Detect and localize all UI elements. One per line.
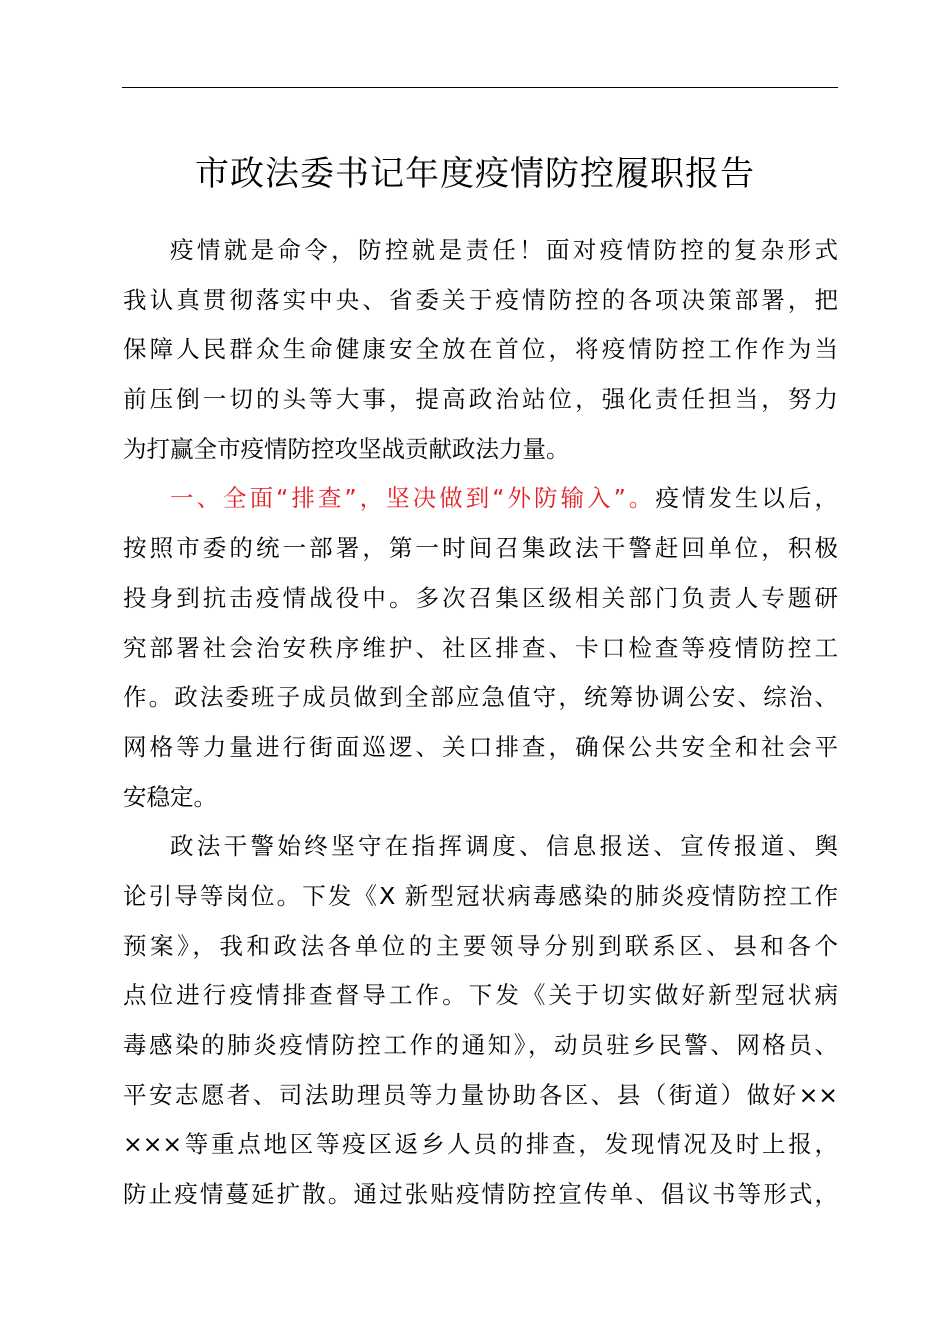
section-heading-1-rest: 疫情发生以后， bbox=[655, 484, 838, 513]
paragraph-1-line-1: 疫情就是命令，防控就是责任！面对疫情防控的复杂形式 bbox=[170, 236, 838, 264]
paragraph-3-line-4: 点位进行疫情排查督导工作。下发《关于切实做好新型冠状病 bbox=[123, 981, 838, 1010]
paragraph-2-line-4: 究部署社会治安秩序维护、社区排查、卡口检查等疫情防控工 bbox=[123, 633, 838, 662]
paragraph-2-line-3: 投身到抗击疫情战役中。多次召集区级相关部门负责人专题研 bbox=[123, 583, 838, 612]
paragraph-3-line-2: 论引导等岗位。下发《X 新型冠状病毒感染的肺炎疫情防控工作 bbox=[123, 881, 838, 910]
paragraph-2-line-1 bbox=[123, 474, 838, 524]
section-heading-1: 一、全面“排查”，坚决做到“外防输入”。 bbox=[170, 484, 656, 513]
paragraph-1-line-3: 保障人民群众生命健康安全放在首位，将疫情防控工作作为当 bbox=[123, 335, 838, 364]
paragraph-1-line-4: 前压倒一切的头等大事，提高政治站位，强化责任担当，努力 bbox=[123, 385, 838, 414]
paragraph-1-line-5: 为打赢全市疫情防控攻坚战贡献政法力量。 bbox=[123, 434, 570, 463]
paragraph-3-line-3: 预案》，我和政法各单位的主要领导分别到联系区、县和各个 bbox=[123, 931, 838, 960]
header-rule bbox=[122, 87, 838, 88]
paragraph-2-line-6: 网格等力量进行街面巡逻、关口排查，确保公共安全和社会平 bbox=[123, 732, 838, 761]
paragraph-2-line-2: 按照市委的统一部署，第一时间召集政法干警赶回单位，积极 bbox=[123, 534, 838, 563]
document-body bbox=[123, 226, 838, 1220]
paragraph-3-line-8: 防止疫情蔓延扩散。通过张贴疫情防控宣传单、倡议书等形式， bbox=[123, 1180, 838, 1209]
document-title: 市政法委书记年度疫情防控履职报告 bbox=[195, 154, 755, 194]
paragraph-3-line-1: 政法干警始终坚守在指挥调度、信息报送、宣传报道、舆 bbox=[170, 832, 838, 861]
paragraph-1-line-2: 我认真贯彻落实中央、省委关于疫情防控的各项决策部署，把 bbox=[123, 285, 838, 314]
paragraph-2-line-7: 安稳定。 bbox=[123, 782, 217, 811]
paragraph-2-line-5: 作。政法委班子成员做到全部应急值守，统筹协调公安、综治、 bbox=[123, 683, 838, 712]
paragraph-3-line-5: 毒感染的肺炎疫情防控工作的通知》，动员驻乡民警、网格员、 bbox=[123, 1031, 838, 1059]
paragraph-3-line-7: ×××等重点地区等疫区返乡人员的排查，发现情况及时上报， bbox=[123, 1130, 838, 1159]
paragraph-3-line-6: 平安志愿者、司法助理员等力量协助各区、县（街道）做好×× bbox=[123, 1080, 838, 1109]
